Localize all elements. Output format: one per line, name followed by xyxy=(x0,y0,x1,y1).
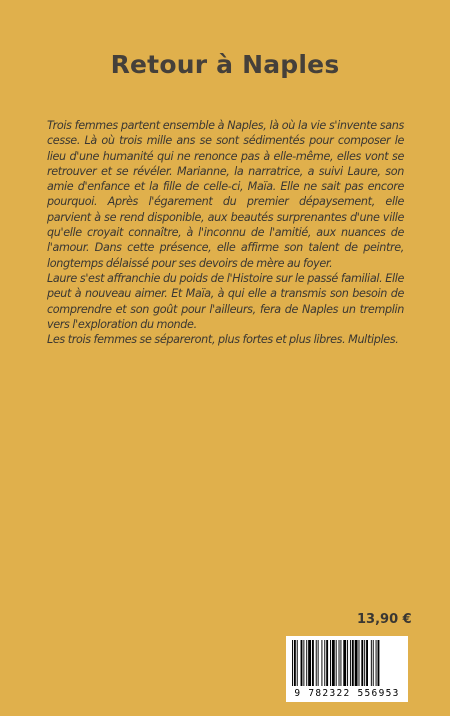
barcode-bar xyxy=(336,640,337,686)
barcode-bar xyxy=(371,640,372,686)
barcode-bar xyxy=(301,640,303,686)
barcode-bar xyxy=(326,640,328,686)
barcode-bar xyxy=(332,640,335,686)
barcode-bar xyxy=(373,640,374,686)
barcode-bar xyxy=(294,640,296,686)
barcode-bar xyxy=(364,640,365,686)
isbn-barcode xyxy=(286,636,408,702)
barcode-bar xyxy=(361,640,363,686)
barcode-bar xyxy=(378,640,380,686)
barcode-bar xyxy=(330,640,331,686)
barcode-bars-icon xyxy=(286,636,408,690)
barcode-bar xyxy=(366,640,368,686)
barcode-bar xyxy=(318,640,319,686)
back-cover-blurb xyxy=(47,118,404,347)
barcode-bar xyxy=(347,640,348,686)
barcode-bar xyxy=(316,640,317,686)
price-label: 13,90 € xyxy=(357,612,412,627)
book-title: Retour à Naples xyxy=(110,50,340,79)
barcode-bar xyxy=(297,640,298,686)
blurb-paragraph: Laure s'est affranchie du poids de l'Histoire sur le passé familial. Elle peut à nouveau aimer. Et Maïa, à qui elle a transmis son besoin de comprendre et son goût pour l'ailleurs, fera de Naples un tremplin vers l'exploration du monde. xyxy=(47,271,404,331)
isbn-number: 9 782322 556953 xyxy=(294,688,400,699)
blurb-paragraph: Trois femmes partent ensemble à Naples, là où la vie s'invente sans cesse. Là où trois mille ans se sont sédimentés pour composer le lieu d'une humanité qui ne renonce pas à elle-même, elles vont se retrouver et se révéler. Marianne, la narratrice, a suivi Laure, son amie d'enfance et la fille de celle-ci, Maïa. Elle ne sait pas encore pourquoi. Après l'égarement du premier dépaysement, elle parvient à se rend disponible, aux beautés surprenantes d'une ville qu'elle croyait connaître, à l'inconnu de l'amitié, aux nuances de l'amour. Dans cette présence, elle affirme son talent de peintre, longtemps délaissé pour ses devoirs de mère au foyer. xyxy=(47,119,404,270)
blurb-paragraph: Les trois femmes se sépareront, plus fortes et plus libres. Multiples. xyxy=(47,333,399,347)
barcode-bar xyxy=(355,640,358,686)
barcode-bar xyxy=(376,640,377,686)
barcode-bar xyxy=(308,640,311,686)
barcode-bar xyxy=(343,640,346,686)
barcode-bar xyxy=(292,640,293,686)
barcode-bar xyxy=(321,640,322,686)
barcode-bar xyxy=(303,640,304,686)
barcode-bar xyxy=(324,640,325,686)
barcode-bar xyxy=(312,640,314,686)
barcode-bar xyxy=(339,640,340,686)
barcode-bar xyxy=(352,640,354,686)
barcode-bar xyxy=(359,640,360,686)
barcode-bar xyxy=(340,640,341,686)
barcode-bar xyxy=(350,640,351,686)
barcode-bar xyxy=(306,640,307,686)
